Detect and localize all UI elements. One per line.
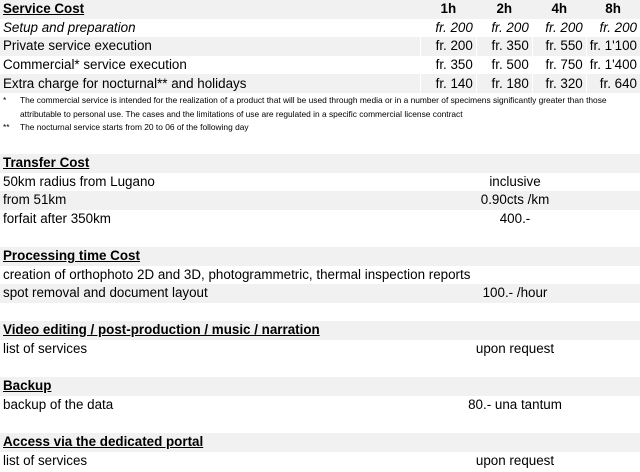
item-value: upon request	[475, 452, 555, 468]
processing-cost-section	[0, 247, 640, 303]
portal-section	[0, 433, 640, 470]
list-item	[0, 210, 640, 229]
service-cost-table	[0, 0, 640, 93]
service-cost-title: Service Cost	[3, 1, 85, 17]
price-cell: fr. 550	[532, 37, 586, 56]
price-cell: fr. 1'400	[586, 56, 640, 75]
service-cost-header-row	[0, 0, 640, 19]
header-8h: 8h	[605, 1, 621, 17]
section-title: Video editing / post-production / music / narration	[0, 321, 640, 340]
backup-section	[0, 377, 640, 414]
item-label: forfait after 350km	[3, 210, 111, 226]
header-2h: 2h	[496, 1, 513, 17]
price-cell: fr. 200	[586, 19, 640, 38]
item-value: 400.-	[499, 210, 531, 226]
table-row-nocturnal	[0, 74, 640, 93]
price-cell: fr. 180	[476, 74, 532, 93]
price-cell: fr. 500	[476, 56, 532, 75]
row-label: Commercial* service execution	[3, 57, 187, 73]
price-cell: fr. 140	[420, 74, 476, 93]
item-label: list of services	[3, 452, 88, 468]
section-title: Backup	[0, 377, 640, 396]
footnote-text: The commercial service is intended for the realization of a product that will be used through media or in a number of specimens significantly greater than those attributable to personal use. The cases and the limitations of use are regulated in a specific commercial license contract	[20, 95, 607, 119]
item-label: spot removal and document layout	[3, 285, 208, 301]
item-value: inclusive	[489, 173, 541, 189]
section-title: Access via the dedicated portal	[0, 433, 640, 452]
row-label: Extra charge for nocturnal** and holidays	[3, 75, 247, 91]
header-1h: 1h	[440, 1, 457, 17]
table-row-private	[0, 37, 640, 56]
item-label: 50km radius from Lugano	[3, 173, 155, 189]
price-cell: fr. 350	[420, 56, 476, 75]
header-4h: 4h	[551, 1, 568, 17]
price-cell: fr. 200	[532, 19, 586, 38]
list-item	[0, 452, 640, 471]
row-label: Setup and preparation	[3, 19, 136, 35]
price-cell: fr. 750	[532, 56, 586, 75]
list-item	[0, 191, 640, 210]
item-label: backup of the data	[3, 396, 114, 412]
list-item	[0, 396, 640, 415]
section-title: Processing time Cost	[0, 247, 640, 266]
footnote-nocturnal	[0, 121, 640, 135]
item-value: 0.90cts /km	[480, 192, 550, 208]
price-cell: fr. 640	[586, 74, 640, 93]
list-item	[0, 173, 640, 192]
price-cell: fr. 200	[420, 19, 476, 38]
price-cell: fr. 1'100	[586, 37, 640, 56]
item-value: 100.- /hour	[482, 285, 548, 301]
list-item	[0, 340, 640, 359]
item-label: list of services	[3, 340, 88, 356]
row-label: Private service execution	[3, 38, 152, 54]
table-row-setup	[0, 19, 640, 38]
transfer-cost-section	[0, 154, 640, 228]
video-editing-section	[0, 321, 640, 358]
price-cell: fr. 350	[476, 37, 532, 56]
item-label: from 51km	[3, 192, 67, 208]
footnote-commercial	[0, 94, 640, 121]
item-value: upon request	[475, 340, 555, 356]
item-value: 80.- una tantum	[468, 396, 562, 412]
item-label: creation of orthophoto 2D and 3D, photogrammetric, thermal inspection reports	[3, 266, 471, 282]
footnote-mark: **	[3, 122, 10, 132]
footnote-mark: *	[3, 95, 7, 105]
footnotes	[0, 94, 640, 135]
table-row-commercial	[0, 56, 640, 75]
price-cell: fr. 320	[532, 74, 586, 93]
price-cell: fr. 200	[420, 37, 476, 56]
section-title: Transfer Cost	[0, 154, 640, 173]
list-item	[0, 284, 640, 303]
footnote-text: The nocturnal service starts from 20 to 06 of the following day	[20, 122, 249, 132]
price-cell: fr. 200	[476, 19, 532, 38]
list-item	[0, 266, 640, 285]
